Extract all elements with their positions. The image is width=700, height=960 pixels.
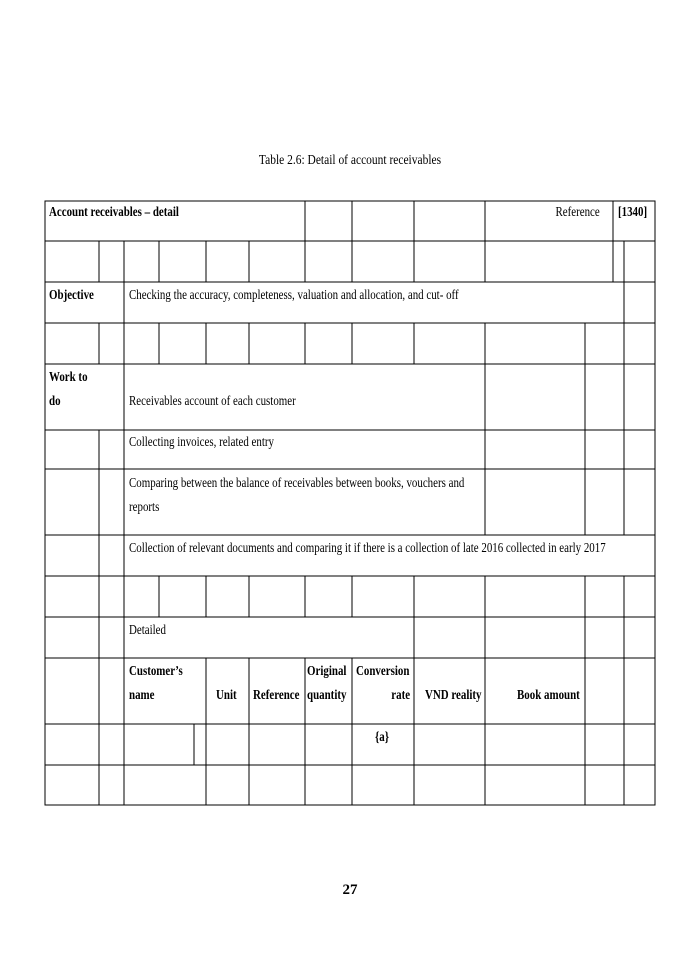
marker-a: {a} [375, 730, 390, 745]
col-customer-line2: name [129, 688, 155, 703]
task-receivables-account: Receivables account of each customer [129, 394, 296, 409]
col-vnd-reality: VND reality [425, 688, 482, 703]
detailed-label: Detailed [129, 623, 166, 638]
task-comparing-balance-cont: reports [129, 500, 160, 515]
col-conversion-line1: Conversion [356, 664, 410, 679]
col-conversion-line2: rate [391, 688, 410, 703]
col-unit: Unit [216, 688, 237, 703]
task-collection-documents: Collection of relevant documents and comparing it if there is a collection of late 2016 collected in early 2017 [129, 541, 606, 556]
task-collecting-invoices: Collecting invoices, related entry [129, 435, 274, 450]
table-caption: Table 2.6: Detail of account receivables [258, 153, 442, 168]
objective-label: Objective [49, 288, 94, 303]
work-label-line2: do [49, 394, 61, 409]
task-comparing-balance: Comparing between the balance of receivables between books, vouchers and [129, 476, 465, 491]
col-customer-line1: Customer’s [129, 664, 183, 679]
reference-code: [1340] [618, 205, 648, 220]
page-number: 27 [342, 882, 358, 898]
col-original-line2: quantity [307, 688, 347, 703]
col-book-amount: Book amount [517, 688, 580, 703]
reference-label: Reference [555, 205, 600, 220]
objective-text: Checking the accuracy, completeness, valuation and allocation, and cut- off [129, 288, 459, 303]
col-original-line1: Original [307, 664, 347, 679]
work-label-line1: Work to [49, 370, 88, 385]
table-header-title: Account receivables – detail [49, 205, 179, 220]
col-reference: Reference [253, 688, 300, 703]
